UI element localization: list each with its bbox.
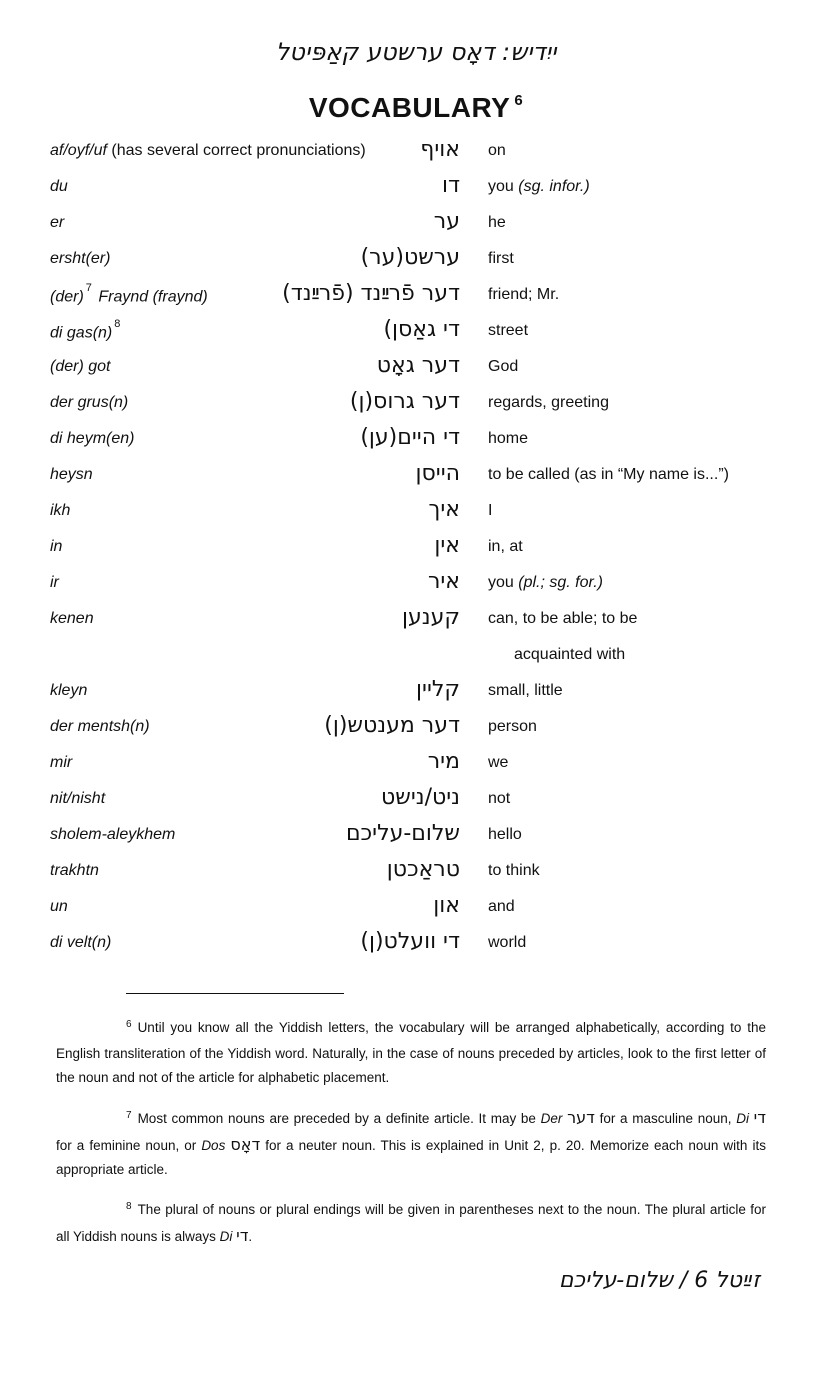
transliteration [50,538,62,556]
transliteration-extra: (has several correct pronunciations) [111,142,366,159]
english-text: world [488,934,527,951]
vocab-row [0,710,832,746]
vocab-row [0,170,832,206]
english-text: to be called (as in “My name is...”) [488,466,729,483]
transliteration-word: di velt(n) [50,934,112,951]
footnote-number: 7 [126,1110,132,1121]
transliteration-word: di gas(n) [50,324,113,342]
page-footer: זײַטל 6 / שלום-עליכם [558,1268,760,1293]
yiddish-word: אין [434,533,460,558]
transliteration [50,394,128,412]
english-text: can, to be able; to be [488,610,638,627]
footnote-text: for a feminine noun, or [56,1138,202,1153]
vocab-row [0,242,832,278]
transliteration-word: du [50,178,68,195]
english-text: to think [488,862,540,879]
transliteration-word: sholem-aleykhem [50,826,176,843]
english-qualifier: (pl.; sg. for.) [518,574,604,591]
vocab-row [0,350,832,386]
yiddish-word: און [433,893,460,918]
english-text: we [488,754,509,771]
yiddish-word: קליין [416,677,460,702]
vocab-row [0,134,832,170]
english-text: street [488,322,529,339]
title-text: VOCABULARY [308,92,511,123]
transliteration [50,358,110,376]
vocab-row [0,746,832,782]
yiddish-word: שלום-עליכם [345,821,460,846]
yiddish-word: די וועלט(ן) [360,929,460,954]
english-meaning [488,610,637,628]
vocab-row [0,602,832,638]
english-text: friend; Mr. [488,286,560,303]
english-text: small, little [488,682,563,699]
english-text: you [488,574,514,591]
vocab-row [0,278,832,314]
yiddish-word: די גאַסן) [383,317,460,342]
english-text: not [488,790,511,807]
yiddish-word: מיר [427,749,460,774]
english-meaning [488,718,537,736]
transliteration-word: di heym(en) [50,430,135,447]
yiddish-word: הייסן [415,461,460,486]
transliteration [50,790,105,808]
yiddish-word: קענען [402,605,460,630]
yiddish-word: איך [428,497,460,522]
yiddish-word: דער פֿרײַנד (פֿרײַנד) [282,281,460,306]
transliteration-word: kenen [50,610,94,627]
transliteration-word: mir [50,754,73,771]
transliteration-word: un [50,898,68,915]
english-meaning [488,934,526,952]
article-di: Di [219,1229,233,1244]
english-meaning [488,394,609,412]
transliteration [50,754,72,772]
transliteration [50,502,70,520]
transliteration-word: heysn [50,466,93,483]
transliteration-word: ir [50,574,59,591]
title-footnote-ref: 6 [514,92,524,109]
english-text: and [488,898,515,915]
transliteration [50,142,366,160]
yiddish-word: ניט/נישט [381,785,460,810]
vocab-row [0,422,832,458]
transliteration [50,430,134,448]
footnote-text: Until you know all the Yiddish letters, the vocabulary will be arranged alphabetically, according to the English transliteration of the Yiddish word. Naturally, in the case of nouns preceded by articles, look to the first letter of the noun and not of the article for alphabetic placement. [56,1020,766,1085]
english-meaning [488,682,563,700]
english-meaning [488,286,559,304]
article-dos-yiddish: דאָס [230,1135,261,1154]
transliteration-word: af/oyf/uf [50,142,107,159]
footnote-text: Most common nouns are preceded by a definite article. It may be [137,1111,541,1126]
running-head: ייִדיש: דאָס ערשטע קאַפּיטל [275,38,557,66]
vocab-row [0,782,832,818]
footnote-text: for a neuter noun. This is explained in Unit 2, p. 20. Memorize each noun with its appropriate article. [56,1138,766,1177]
transliteration [50,466,93,484]
page-title [0,92,832,124]
english-meaning [488,790,510,808]
vocab-row [0,926,832,962]
footnote-number: 6 [126,1019,132,1030]
yiddish-word: ערשט(ער) [360,245,460,270]
transliteration [50,934,111,952]
transliteration-word: ikh [50,502,71,519]
english-meaning [488,178,590,196]
article-dos: Dos [201,1138,226,1153]
english-text: he [488,214,506,231]
transliteration [50,682,87,700]
english-text: God [488,358,519,375]
transliteration-word: kleyn [50,682,88,699]
english-meaning [488,754,508,772]
vocab-row [0,386,832,422]
english-meaning [488,142,506,160]
vocab-row [0,890,832,926]
transliteration-word: er [50,214,65,231]
english-meaning [488,502,492,520]
yiddish-word: טראַכטן [386,857,460,882]
footnote-7 [56,1106,766,1182]
transliteration [50,898,68,916]
english-meaning [488,322,528,340]
english-meaning [514,646,625,664]
english-text: home [488,430,529,447]
transliteration-word: der mentsh(n) [50,718,150,735]
transliteration-word: (der) got [50,358,111,375]
transliteration [50,178,68,196]
vocab-row [0,818,832,854]
english-meaning [488,898,515,916]
english-meaning [488,862,540,880]
yiddish-word: אויף [420,137,460,162]
vocab-row [0,674,832,710]
transliteration [50,282,208,306]
english-text: regards, greeting [488,394,609,411]
vocab-row [0,458,832,494]
yiddish-word: די היים(ען) [360,425,460,450]
transliteration-word: der grus(n) [50,394,129,411]
vocab-row [0,314,832,350]
transliteration [50,574,59,592]
english-meaning [488,430,528,448]
english-meaning [488,358,518,376]
transliteration-word: nit/nisht [50,790,106,807]
transliteration [50,862,99,880]
english-text: I [488,502,493,519]
english-text: you [488,178,514,195]
transliteration [50,214,64,232]
english-meaning [488,466,729,484]
footnote-8 [56,1198,766,1249]
yiddish-word: דו [441,173,460,198]
yiddish-word: דער גאָט [376,353,460,378]
english-qualifier: (sg. infor.) [518,178,590,195]
transliteration-word: trakhtn [50,862,99,879]
english-text: on [488,142,506,159]
footnote-ref: 7 [85,282,92,294]
vocab-row [0,854,832,890]
english-text: first [488,250,514,267]
footnote-divider [126,993,344,994]
yiddish-word: איר [427,569,460,594]
transliteration [50,318,122,342]
vocab-row [0,206,832,242]
transliteration [50,610,94,628]
article-der-yiddish: דער [567,1108,595,1127]
english-text: person [488,718,537,735]
vocab-row [0,566,832,602]
footnote-text: for a masculine noun, [594,1111,737,1126]
article-der: Der [540,1111,563,1126]
transliteration [50,250,110,268]
yiddish-word: ער [433,209,460,234]
footnote-6 [56,1016,766,1090]
footnote-number: 8 [126,1201,132,1212]
english-text: in, at [488,538,523,555]
transliteration-word: ersht(er) [50,250,111,267]
english-meaning [488,826,522,844]
footnote-text: The plural of nouns or plural endings will be given in parentheses next to the noun. The plural article for all Yiddish nouns is always [56,1202,766,1244]
vocab-row [0,494,832,530]
english-meaning [488,214,506,232]
vocab-row [0,638,832,674]
transliteration [50,718,150,736]
footnote-ref: 8 [114,318,121,330]
transliteration [50,826,175,844]
english-meaning [488,538,523,556]
english-text: acquainted with [514,646,626,663]
article-di-yiddish: די [753,1108,766,1127]
transliteration-word: in [50,538,63,555]
footnote-text: . [248,1229,253,1244]
yiddish-word: דער גרוס(ן) [349,389,460,414]
transliteration-extra: Fraynd (fraynd) [98,288,208,306]
vocabulary-list [0,134,832,962]
english-text: hello [488,826,522,843]
english-meaning [488,250,514,268]
article-di-yiddish: די [236,1226,249,1245]
vocab-row [0,530,832,566]
yiddish-word: דער מענטש(ן) [324,713,460,738]
article-di: Di [736,1111,749,1126]
english-meaning [488,574,603,592]
transliteration-word: (der) [50,288,84,306]
